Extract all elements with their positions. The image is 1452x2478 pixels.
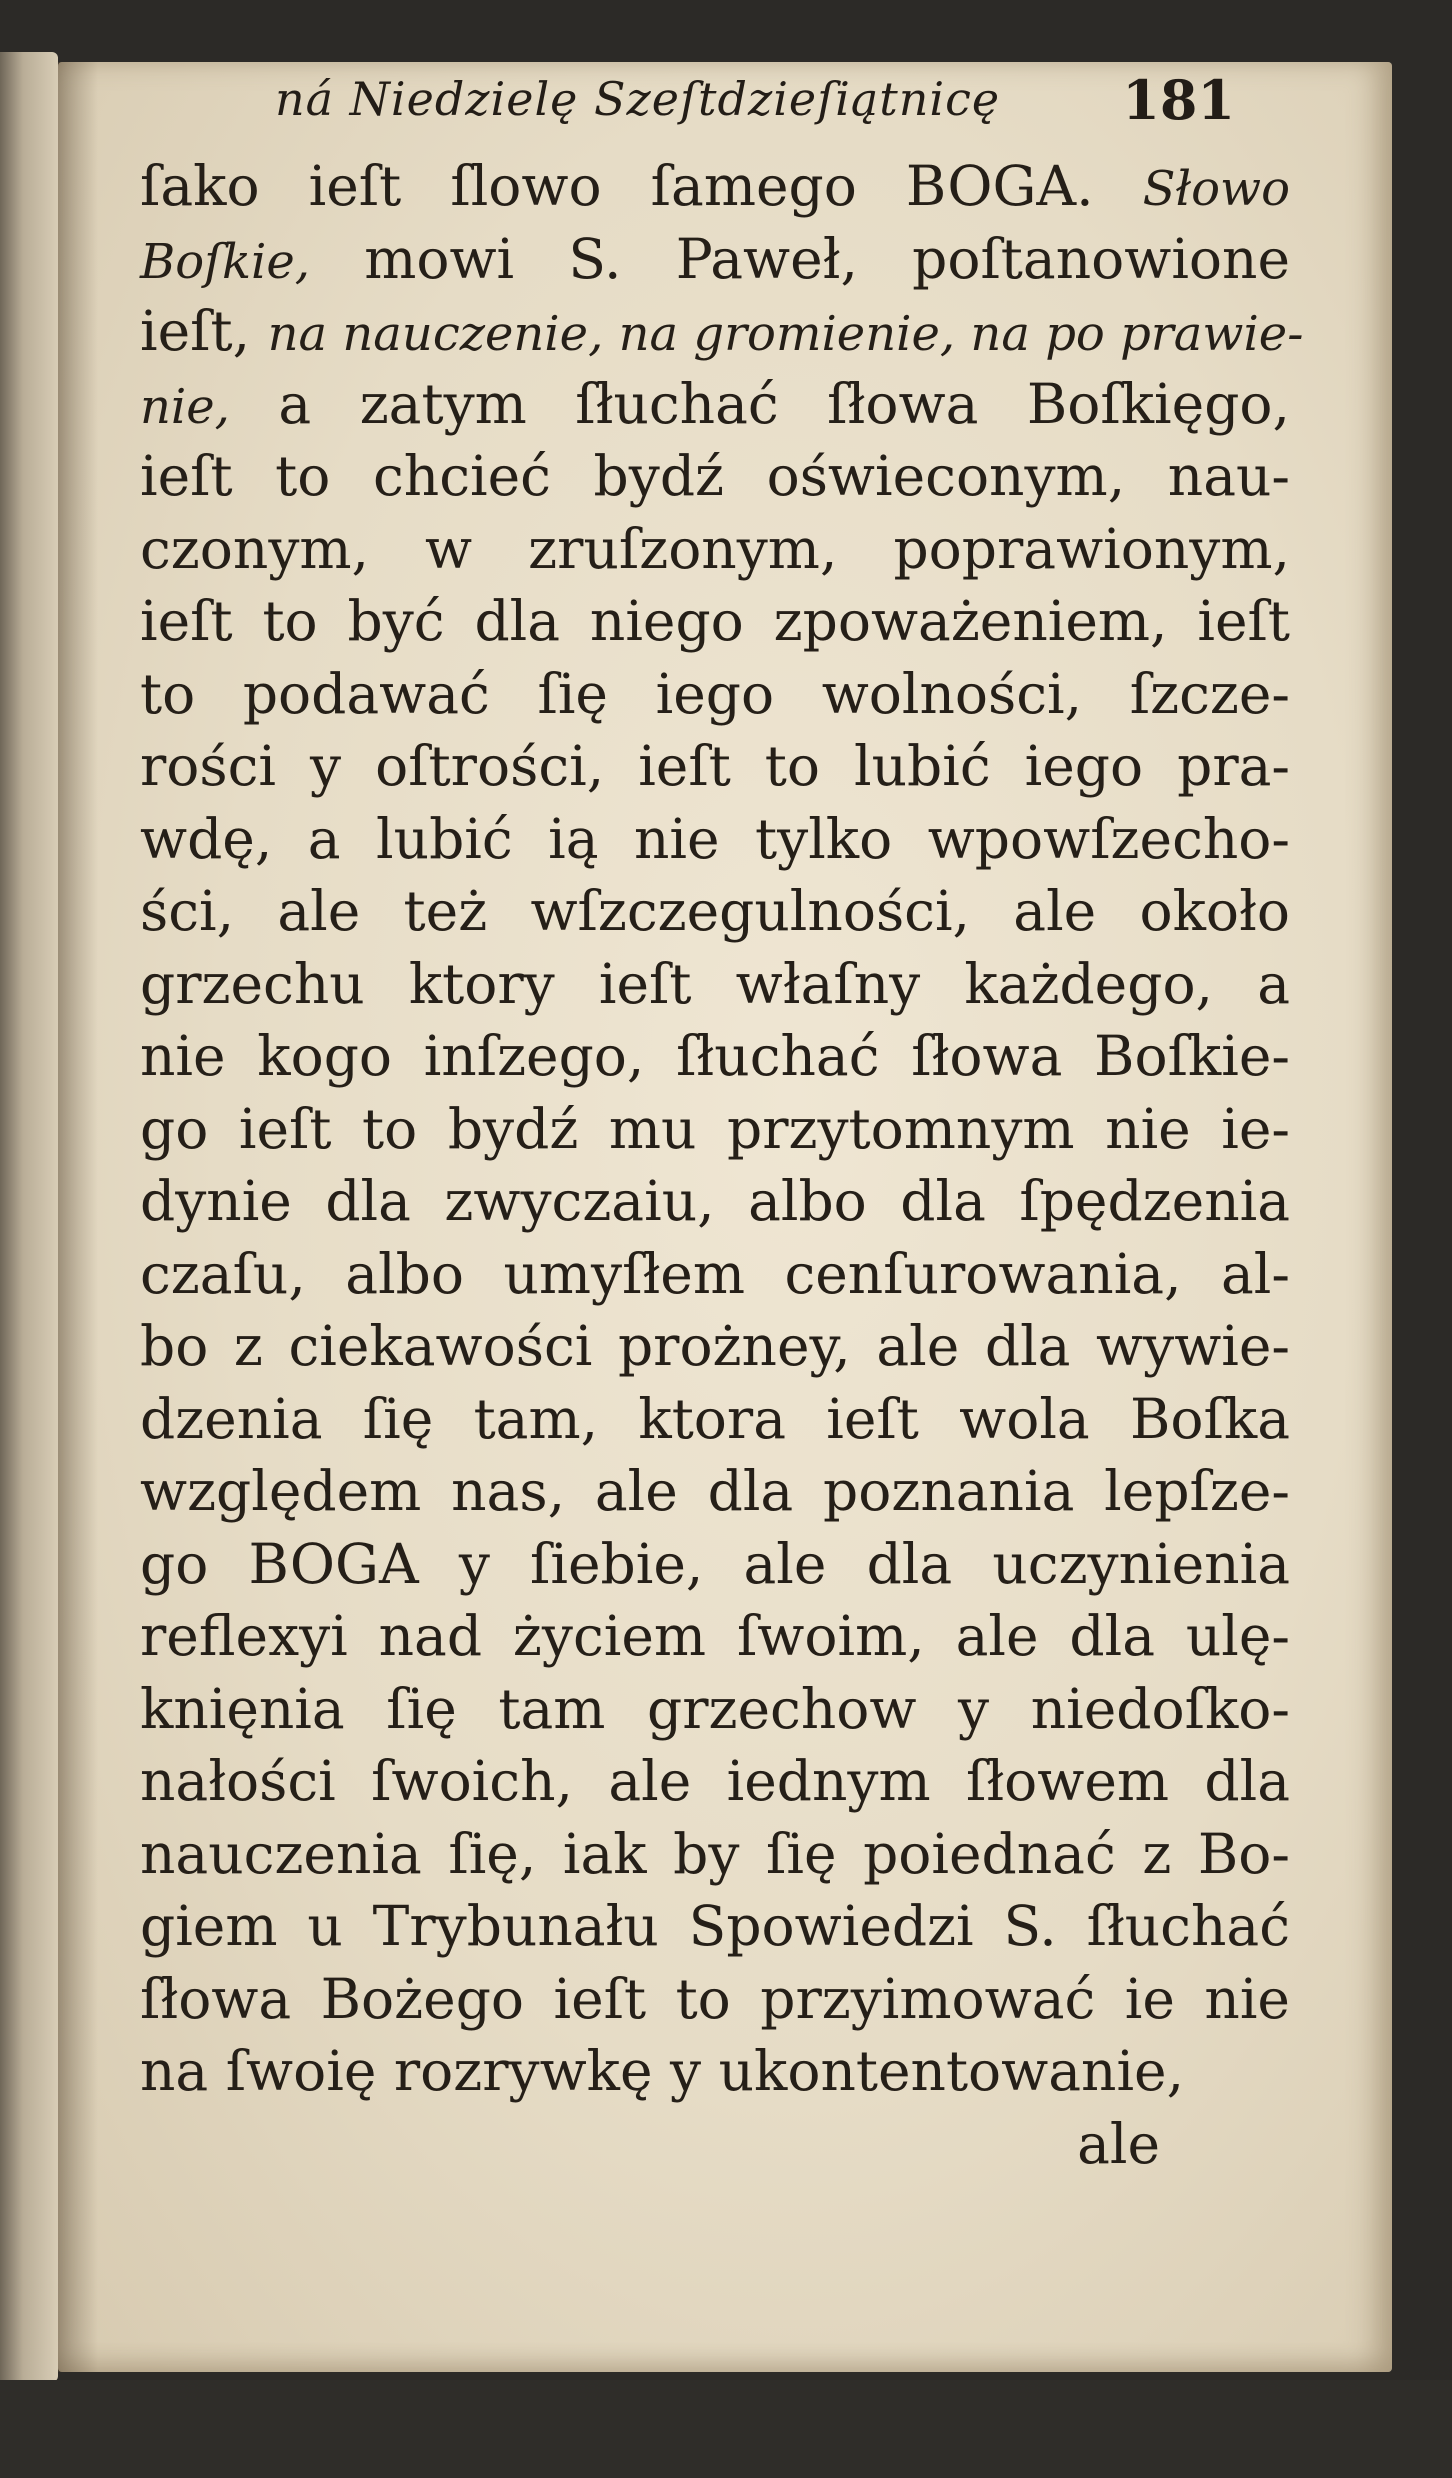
catchword: ale (1077, 2111, 1160, 2176)
text-line: to podawać ſię iego wolności, ſzcze- (140, 661, 1290, 726)
text-line: ieſt to być dla niego zpoważeniem, ieſt (140, 589, 1290, 653)
text-line: czaſu, albo umyſłem cenſurowania, al- (140, 1241, 1290, 1306)
previous-page-edge (0, 52, 58, 2382)
text-line: nałości ſwoich, ale iednym ſłowem dla (140, 1749, 1290, 1813)
text-line: dzenia ſię tam, ktora ieſt wola Boſka (140, 1386, 1290, 1451)
text-line: Boſkie, mowi S. Paweł, poſtanowione (140, 226, 1290, 291)
page-number: 181 (1122, 68, 1235, 132)
text-line: rości y oſtrości, ieſt to lubić iego pra- (140, 734, 1290, 798)
text-line: knięnia ſię tam grzechow y niedoſko- (140, 1676, 1290, 1741)
text-line: ieſt, na nauczenie, na gromienie, na po prawie- (140, 299, 1304, 363)
body-text (140, 150, 1304, 2180)
gutter-shadow (58, 62, 98, 2372)
text-line: go ieſt to bydź mu przytomnym nie ie- (140, 1096, 1290, 1161)
running-title: ná Niedzielę Szeſtdzieſiątnicę (275, 72, 1001, 126)
text-line: nauczenia ſię, iak by ſię poiednać z Bo- (140, 1821, 1290, 1886)
text-line: nie kogo inſzego, ſłuchać ſłowa Boſkie- (140, 1024, 1290, 1088)
page-header (215, 62, 1235, 152)
text-line: ieſt to chcieć bydź oświeconym, nau- (140, 444, 1290, 508)
text-line: grzechu ktory ieſt właſny każdego, a (140, 951, 1290, 1016)
text-line: go BOGA y ſiebie, ale dla uczynienia (140, 1531, 1290, 1596)
text-line: nie, a zatym ſłuchać ſłowa Boſkięgo, (140, 371, 1290, 436)
text-line: na ſwoię rozrywkę y ukontentowanie, (140, 2039, 1185, 2103)
text-line: ſłowa Bożego ieſt to przyimować ie nie (140, 1966, 1290, 2031)
text-line: czonym, w zruſzonym, poprawionym, (140, 516, 1290, 581)
text-line: bo z ciekawości prożney, ale dla wywie- (140, 1314, 1290, 1378)
text-line: względem nas, ale dla poznania lepſze- (140, 1459, 1290, 1523)
scan-background-bottom (0, 2380, 1452, 2478)
text-line: wdę, a lubić ią nie tylko wpowſzecho- (140, 806, 1290, 871)
text-line: ſako ieſt ſlowo ſamego BOGA. Słowo (140, 154, 1290, 218)
text-line: ści, ale też wſzczegulności, ale około (140, 879, 1290, 943)
text-line: dynie dla zwyczaiu, albo dla ſpędzenia (140, 1169, 1290, 1233)
text-line: giem u Trybunału Spowiedzi S. ſłuchać (140, 1894, 1290, 1958)
text-line: reflexyi nad życiem ſwoim, ale dla ulę- (140, 1604, 1290, 1668)
